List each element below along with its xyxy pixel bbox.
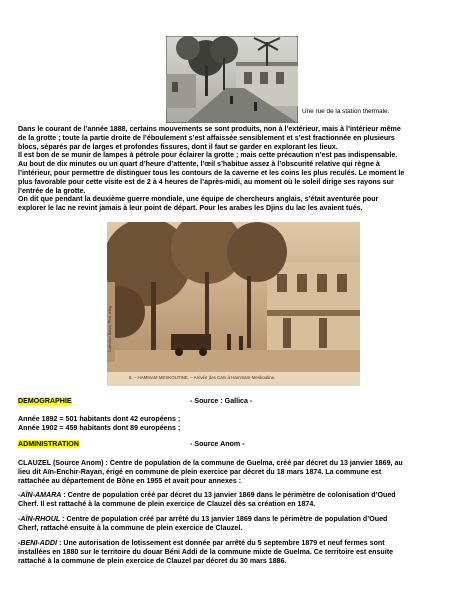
administration-title: ADMINISTRATION: [18, 440, 79, 448]
text-line: rattaché à la commune de plein exercice de Clauzel par décret du 30 mars 1886.: [18, 556, 287, 565]
population-line: Année 1892 = 501 habitants dont 42 européens ;: [18, 415, 181, 423]
text-line: l’intérieur, pour permettre de distinguer tous les contours de la caverne et les coins les plus reculés. Le moment le: [18, 168, 405, 177]
clauzel-paragraph: [18, 459, 448, 485]
administration-source: - Source Anom -: [190, 440, 245, 448]
text-line: Il est bon de se munir de lampes à pétrole pour éclairer la grotte ; mais cette précaution n’est pas indispensable.: [18, 151, 398, 160]
demographie-heading: [18, 397, 72, 405]
text-line: lieu dit Aïn-Enchir-Rayan, érigé en commune de plein exercice par décret du 18 mars 1874. La commune est: [18, 467, 382, 476]
text-line: installées en 1880 sur le territoire du douar Béni Addi de la commune mixte de Guelma. Ce territoire est ensuite: [18, 547, 394, 556]
demographie-list: [18, 415, 448, 433]
demographie-title: DEMOGRAPHIE: [18, 397, 72, 405]
text-line: l’entrée de la grotte.: [18, 186, 86, 195]
text-line: Cherf. Il est rattaché à la commune de plein exercice de Clauzel dès sa création en 1874.: [18, 499, 316, 508]
text-line: Dans le courant de l’année 1888, certains mouvements se sont produits, non à l’extérieur, mais à l’intérieur même: [18, 125, 401, 133]
text-line: On dit que pendant la deuxième guerre mondiale, une équipe de chercheurs anglais, s’était aventurée pour: [18, 195, 379, 204]
text-line: [18, 491, 448, 500]
photo-caption: Une rue de la station thermale.: [302, 108, 390, 115]
annex-beni-addi: [18, 539, 448, 565]
administration-heading: [18, 440, 79, 448]
text-line: [18, 539, 448, 548]
annex-name: -BENI-ADDI: [18, 539, 58, 547]
thermal-station-street-photo: [166, 36, 298, 123]
annex-text: : Centre de population créé par arrêté du 13 janvier 1869 dans le périmètre de population d’Oued: [60, 515, 388, 523]
text-line: blocs, séparés par de larges et profondes fissures, dont il faut se garder en explorant les lieux.: [18, 142, 338, 151]
text-line: Au bout de dix minutes ou un quart d’heure d’attente, l’œil s’habitue assez à l’obscurité relative qui règne à: [18, 160, 380, 169]
postcard-caption: 8. – HAMMAM MESKOUTINE. – Arrivée des Cars à Hammam-Meskoutine.: [129, 375, 276, 380]
demographie-source: - Source : Gallica -: [190, 397, 253, 405]
postcard-side-text: Collection Bozzo, Phot. d'Alg.: [108, 304, 112, 352]
text-line: rattachée au département de Bône en 1955 et avait pour annexes :: [18, 476, 242, 485]
intro-paragraph: [18, 125, 448, 213]
postcard-illustration: [107, 222, 360, 386]
text-line: de la grotte ; toute la partie droite de l’éboulement s’est affaissée sensiblement et s’est fractionnée en plusieurs: [18, 133, 395, 142]
annex-text: : Centre de population créé par décret du 13 janvier 1869 dans le périmètre de colonisation d’Oued: [61, 491, 396, 499]
annex-name: -AÏN-RHOUL: [18, 515, 61, 523]
postcard-photo: [107, 222, 360, 386]
annex-name: -AÏN-AMARA: [18, 491, 62, 499]
text-line: Cherf, rattaché ensuite à la commune de plein exercice de Clauzel.: [18, 523, 243, 532]
street-photo-illustration: [166, 36, 298, 123]
text-line: plus favorable pour cette visite est de 2 à 4 heures de l’après-midi, au moment où le soleil dirige ses rayons sur: [18, 177, 394, 186]
text-line: [18, 515, 448, 524]
annex-ain-amara: [18, 491, 448, 509]
text-line: CLAUZEL (Source Anom) : Centre de population de la commune de Guelma, créé par décret du 13 janvier 1869, au: [18, 459, 403, 467]
annex-text: : Une autorisation de lotissement est donnée par arrêté du 5 septembre 1879 et neuf fermes sont: [57, 539, 385, 547]
text-line: explorer le lac ne revint jamais à leur point de départ. Pour les arabes les Djins du lac les avaient tués.: [18, 204, 363, 213]
population-line: Année 1902 = 459 habitants dont 89 européens ;: [18, 423, 181, 432]
annex-ain-rhoul: [18, 515, 448, 533]
